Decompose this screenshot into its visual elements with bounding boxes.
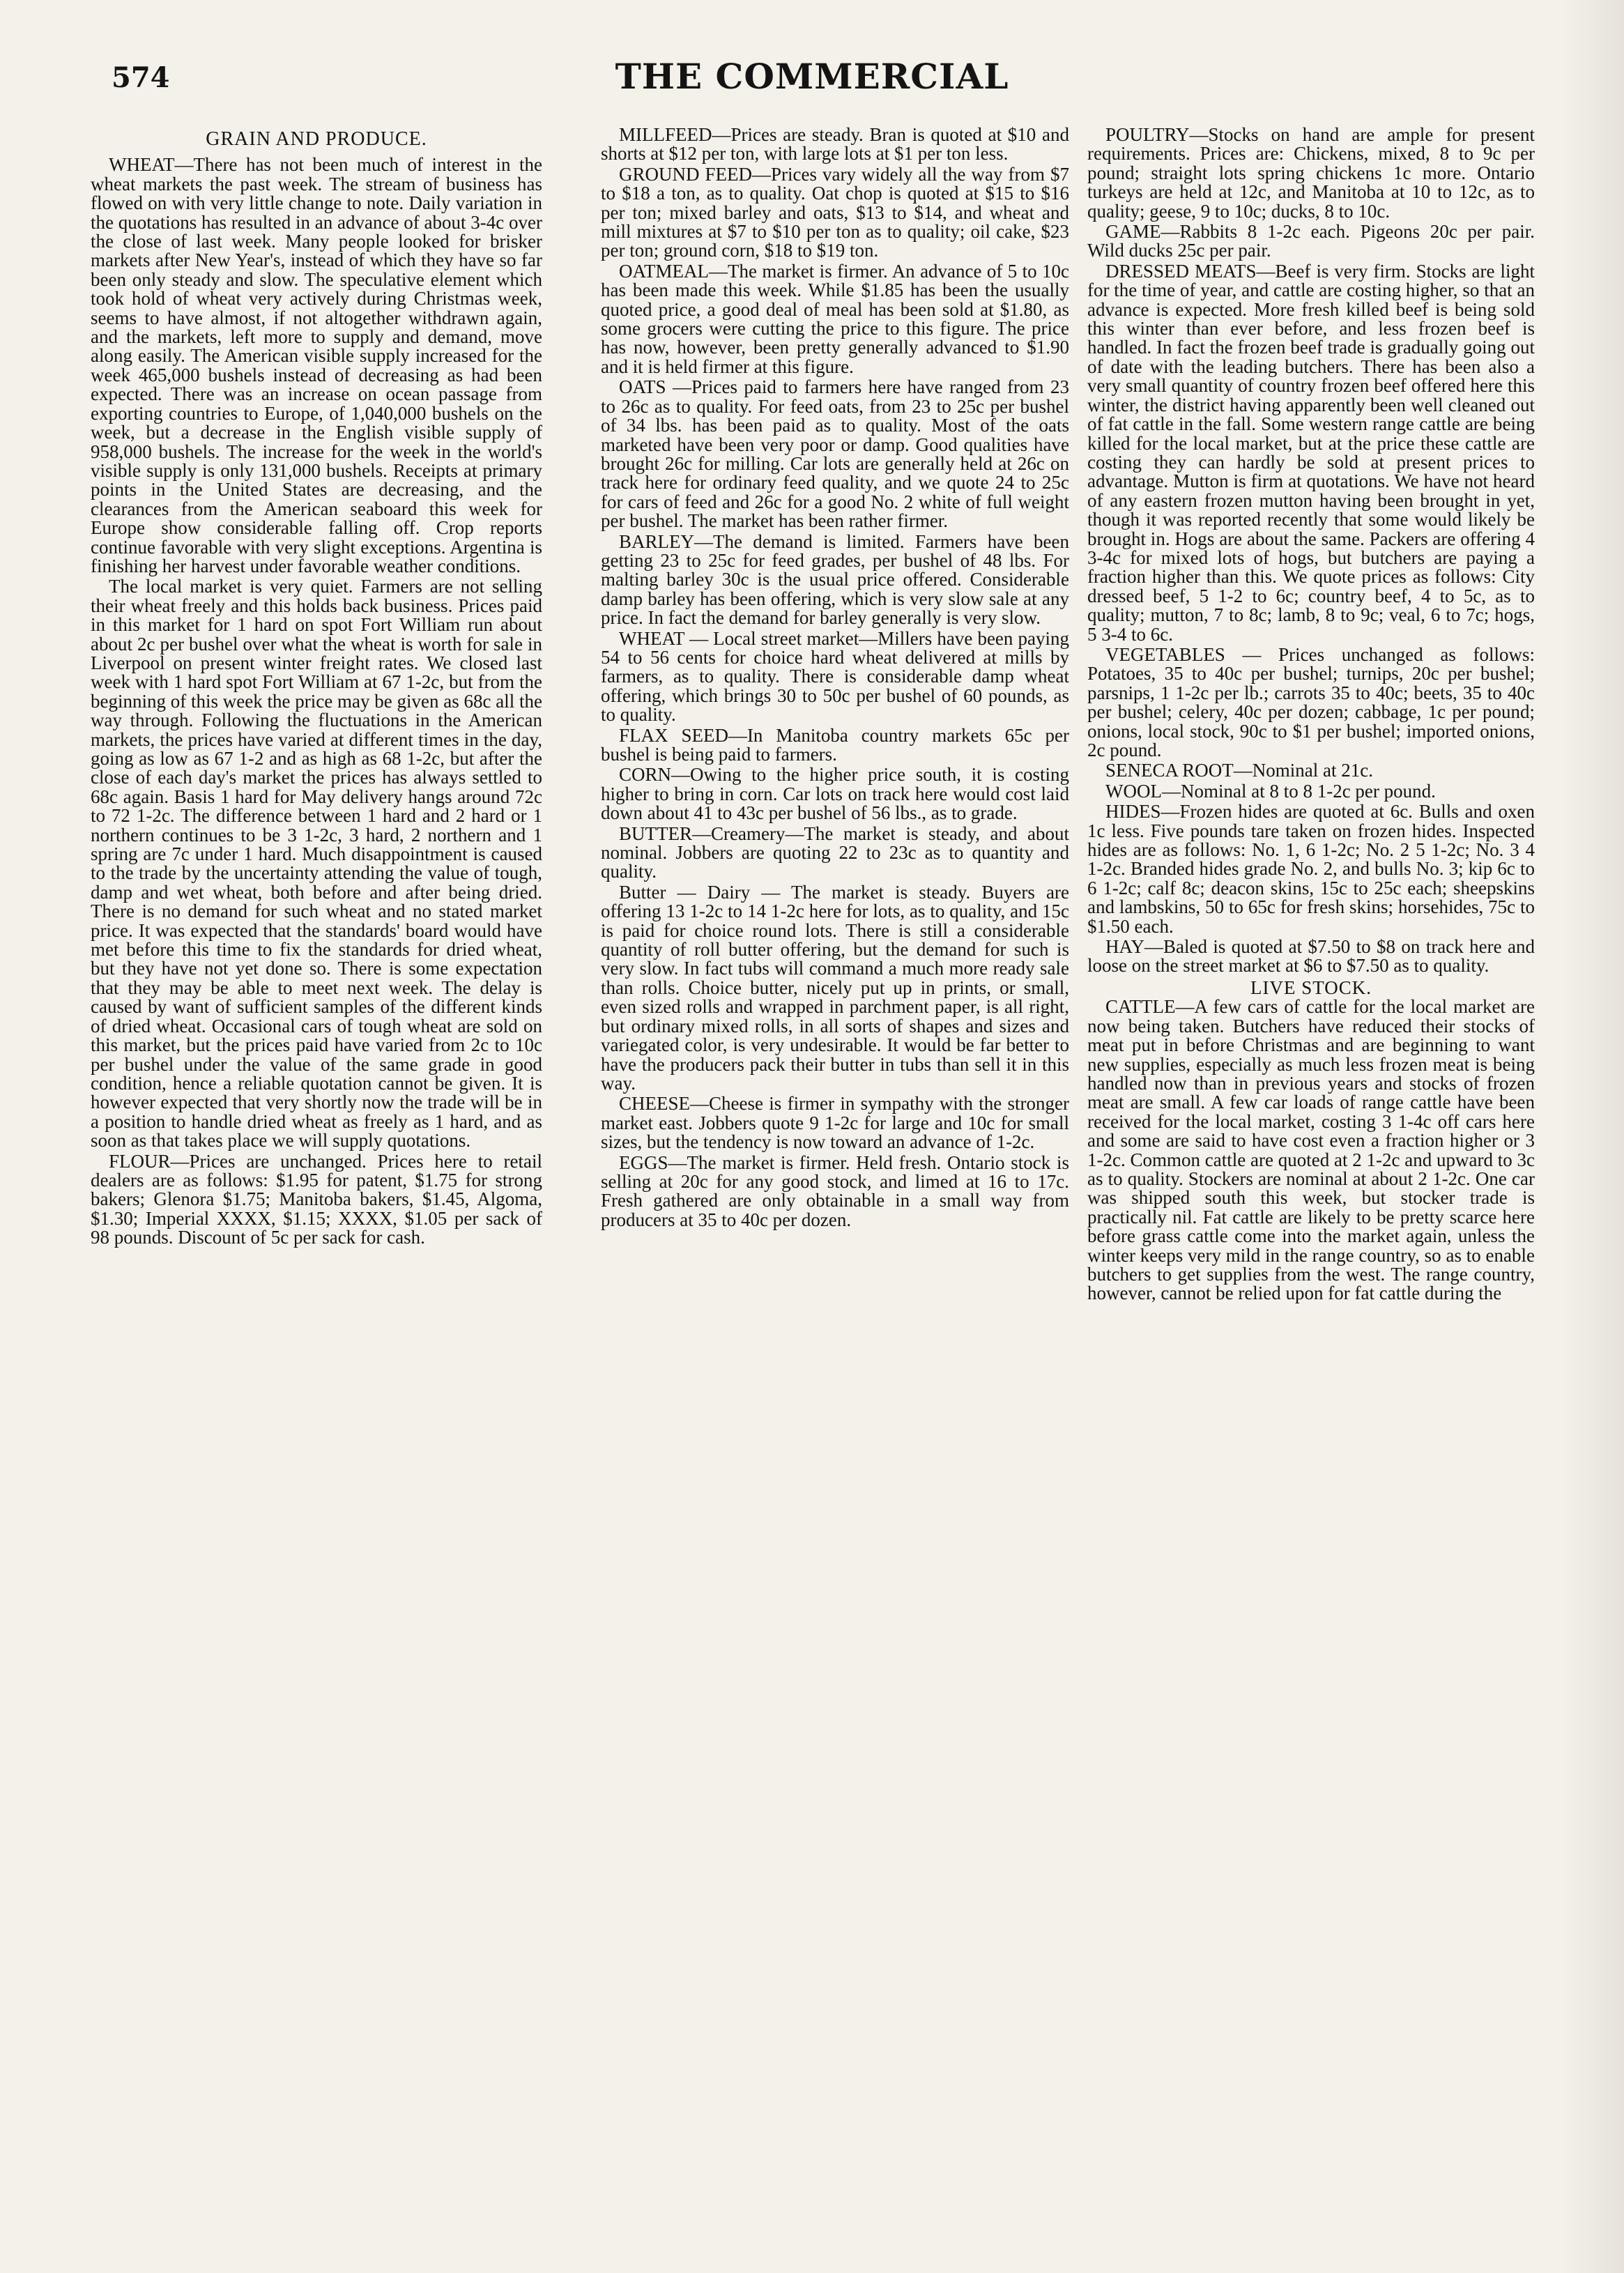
page-edge-shadow [1561, 0, 1624, 2273]
column-2 [601, 125, 1069, 2251]
masthead: THE COMMERCIAL [615, 56, 1009, 97]
article-paragraph: GAME—Rabbits 8 1-2c each. Pigeons 20c per pair. Wild ducks 25c per pair. [1087, 221, 1535, 261]
article-paragraph: CORN—Owing to the higher price south, it is costing higher to bring in corn. Car lots on track here would cost laid down about 41 to 43c per bushel of 56 lbs., as to grade. [601, 764, 1069, 824]
article-paragraph: WOOL—Nominal at 8 to 8 1-2c per pound. [1105, 780, 1436, 802]
section-subheading: LIVE STOCK. [1250, 977, 1372, 998]
section-heading: GRAIN AND PRODUCE. [206, 128, 427, 150]
article-paragraph: The local market is very quiet. Farmers are not selling their wheat freely and this holds back business. Prices paid in this market for 1 hard on spot Fort William run about about 2c per bushel over what the wheat is worth for sale in Liverpool on present winter freight rates. We closed last week with 1 hard spot Fort William at 67 1-2c, but from the beginning of this week the price may be given as 68c all the way through. Following the fluctuations in the American markets, the prices have varied at different times in the day, going as low as 67 1-2 and as high as 68 1-2c, but after the close of each day's market the prices has always settled to 68c again. Basis 1 hard for May delivery hangs around 72c to 72 1-2c. The difference between 1 hard and 2 hard or 1 northern continues to be 3 1-2c, 3 hard, 2 northern and 1 spring are 7c under 1 hard. Much disappointment is caused to the trade by the uncertainty attending the value of tough, damp and wet wheat, both before and after being dried. There is no demand for such wheat and no stated market price. It was expected that the standards' board would have met before this time to fix the standards for dried wheat, but they have not yet done so. There is some expectation that they may be able to meet next week. The delay is caused by want of sufficient samples of the different kinds of dried wheat. Occasional cars of tough wheat are sold on this market, but the prices paid have varied from 2c to 10c per bushel under the value of the same grade in good condition, hence a reliable quotation cannot be given. It is however expected that very shortly now the trade will be in a position to handle dried wheat as freely as 1 hard, and as soon as that takes place we will supply quotations. [91, 576, 542, 1151]
article-paragraph: FLAX SEED—In Manitoba country markets 65c per bushel is being paid to farmers. [601, 724, 1069, 765]
article-paragraph: CATTLE—A few cars of cattle for the local market are now being taken. Butchers have reduced their stocks of meat put in before Christmas and are beginning to want new supplies, especially as much less frozen meat is being handled now than in previous years and stocks of frozen meat are small. A few car loads of range cattle have been received for the local market, costing 3 1-4c off cars here and some are said to have cost even a fraction higher or 3 1-2c. Common cattle are quoted at 2 1-2c and upward to 3c as to quality. Stockers are nominal at about 2 1-2c. One car was shipped south this week, but stocker trade is practically nil. Fat cattle are likely to be pretty scarce here before grass cattle come into the market again, unless the winter keeps very mild in the range country, so as to enable butchers to get supplies from the west. The range country, however, cannot be relied upon for fat cattle during the [1087, 996, 1535, 1304]
article-paragraph: MILLFEED—Prices are steady. Bran is quoted at $10 and shorts at $12 per ton, with large lots at $1 per ton less. [601, 125, 1069, 164]
article-paragraph: GROUND FEED—Prices vary widely all the way from $7 to $18 a ton, as to quality. Oat chop is quoted at $15 to $16 per ton; mixed barley and oats, $13 to $14, and wheat and mill mixtures at $7 to $10 per ton as to quality; oil cake, $23 per ton; ground corn, $18 to $19 ton. [601, 163, 1069, 261]
article-paragraph: OATMEAL—The market is firmer. An advance of 5 to 10c has been made this week. While $1.85 has been the usually quoted price, a good deal of meal has been sold at $1.80, as some grocers were cutting the price to this figure. The price has now, however, been pretty generally advanced to $1.90 and it is held firmer at this figure. [601, 260, 1069, 377]
article-paragraph: HAY—Baled is quoted at $7.50 to $8 on track here and loose on the street market at $6 to $7.50 as to quality. [1087, 936, 1535, 977]
article-paragraph: WHEAT—There has not been much of interest in the wheat markets the past week. The stream of business has flowed on with very little change to note. Daily variation in the quotations has resulted in an advance of about 3-4c over the close of last week. Many people looked for brisker markets after New Year's, instead of which they have so far been only steady and slow. The speculative element which took hold of wheat very actively during Christmas week, seems to have almost, if not altogether withdrawn again, and the markets, left more to supply and demand, move along easily. The American visible supply increased for the week 465,000 bushels instead of decreasing as had been expected. There was an increase on ocean passage from exporting countries to Europe, of 1,040,000 bushels on the week, but a decrease in the English visible supply of 958,000 bushels. The increase for the week in the world's visible supply is only 131,000 bushels. Receipts at primary points in the United States are decreasing, and the clearances from the American seaboard this week for Europe show considerable falling off. Crop reports continue favorable with very slight exceptions. Argentina is finishing her harvest under favorable weather conditions. [91, 154, 542, 576]
page-header [0, 56, 1624, 112]
article-paragraph: FLOUR—Prices are unchanged. Prices here to retail dealers are as follows: $1.95 for patent, $1.75 for strong bakers; Glenora $1.75; Manitoba bakers, $1.45, Algoma, $1.30; Imperial XXXX, $1.15; XXXX, $1.05 per sack of 98 pounds. Discount of 5c per sack for cash. [91, 1150, 542, 1248]
article-paragraph: POULTRY—Stocks on hand are ample for present requirements. Prices are: Chickens, mixed, 8 to 9c per pound; straight lots spring chickens 1c more. Ontario turkeys are held at 12c, and Manitoba at 10 to 12c, as to quality; geese, 9 to 10c; ducks, 8 to 10c. [1087, 125, 1535, 222]
article-paragraph: DRESSED MEATS—Beef is very firm. Stocks are light for the time of year, and cattle are costing higher, so that an advance is expected. More fresh killed beef is being sold this winter than ever before, and less frozen beef is handled. In fact the frozen beef trade is gradually going out of date with the leading butchers. There has been also a very small quantity of country frozen beef offered here this winter, the district having apparently been well cleaned out of fat cattle in the fall. Some western range cattle are being killed for the local market, but at the price these cattle are costing they can hardly be sold at present prices to advantage. Mutton is firm at quotations. We have not heard of any eastern frozen mutton having been brought in yet, though it was reported recently that some would likely be brought in. Hogs are about the same. Packers are offering 4 3-4c for mixed lots of hogs, but butchers are paying a fraction higher than this. We quote prices as follows: City dressed beef, 5 1-2 to 6c; country beef, 4 to 5c, as to quality; mutton, 7 to 8c; lamb, 8 to 9c; veal, 6 to 7c; hogs, 5 3-4 to 6c. [1087, 260, 1535, 645]
article-paragraph: OATS —Prices paid to farmers here have ranged from 23 to 26c as to quality. For feed oats, from 23 to 25c per bushel of 34 lbs. has been paid as to quality. Most of the oats marketed have been very poor or damp. Good qualities have brought 26c for milling. Car lots are generally held at 26c on track here for ordinary feed quality, and we quote 24 to 25c for cars of feed and 26c for a good No. 2 white of full weight per bushel. The market has been rather firmer. [601, 376, 1069, 532]
article-paragraph: WHEAT — Local street market—Millers have been paying 54 to 56 cents for choice hard wheat delivered at mills by farmers, as to quality. There is considerable damp wheat offering, which brings 30 to 50c per bushel of 60 pounds, as to quality. [601, 627, 1069, 726]
article-paragraph: HIDES—Frozen hides are quoted at 6c. Bulls and oxen 1c less. Five pounds tare taken on frozen hides. Inspected hides are as follows: No. 1, 6 1-2c; No. 2 5 1-2c; No. 3 4 1-2c. Branded hides grade No. 2, and bulls No. 3; kip 6c to 6 1-2c; calf 8c; deacon skins, 15c to 25c each; sheepskins and lambskins, 50 to 65c for fresh skins; horsehides, 75c to $1.50 each. [1087, 801, 1535, 937]
column-3 [1087, 125, 1535, 2251]
article-paragraph: BUTTER—Creamery—The market is steady, and about nominal. Jobbers are quoting 22 to 23c as to quantity and quality. [601, 822, 1069, 882]
column-1 [91, 125, 542, 2251]
article-paragraph: CHEESE—Cheese is firmer in sympathy with the stronger market east. Jobbers quote 9 1-2c for large and 10c for small sizes, but the tendency is now toward an advance of 1-2c. [601, 1093, 1069, 1153]
article-paragraph: SENECA ROOT—Nominal at 21c. [1105, 760, 1373, 781]
article-paragraph: EGGS—The market is firmer. Held fresh. Ontario stock is selling at 20c for any good stock, and limed at 16 to 17c. Fresh gathered are only obtainable in a small way from producers at 35 to 40c per dozen. [601, 1151, 1069, 1230]
article-paragraph: BARLEY—The demand is limited. Farmers have been getting 23 to 25c for feed grades, per bushel of 48 lbs. For malting barley 30c is the usual price offered. Considerable damp barley has been offering, which is very slow sale at any price. In fact the demand for barley generally is very slow. [601, 530, 1069, 629]
article-paragraph: Butter — Dairy — The market is steady. Buyers are offering 13 1-2c to 14 1-2c here for lots, as to quality, and 15c is paid for choice round lots. There is still a considerable quantity of roll butter offering, but the demand for such is very slow. In fact tubs will command a much more ready sale than rolls. Choice butter, nicely put up in prints, or small, even sized rolls and wrapped in parchment paper, is all right, but ordinary mixed rolls, in all sorts of shapes and sizes and variegated color, is very undesirable. It would be far better to have the producers pack their butter in tubs than sell it in this way. [601, 881, 1069, 1094]
article-paragraph: VEGETABLES — Prices unchanged as follows: Potatoes, 35 to 40c per bushel; turnips, 20c per bushel; parsnips, 1 1-2c per lb.; carrots 35 to 40c; beets, 35 to 40c per bushel; celery, 40c per dozen; cabbage, 1c per pound; onions, local stock, 90c to $1 per bushel; imported onions, 2c pound. [1087, 643, 1535, 760]
page-number: 574 [112, 61, 170, 94]
